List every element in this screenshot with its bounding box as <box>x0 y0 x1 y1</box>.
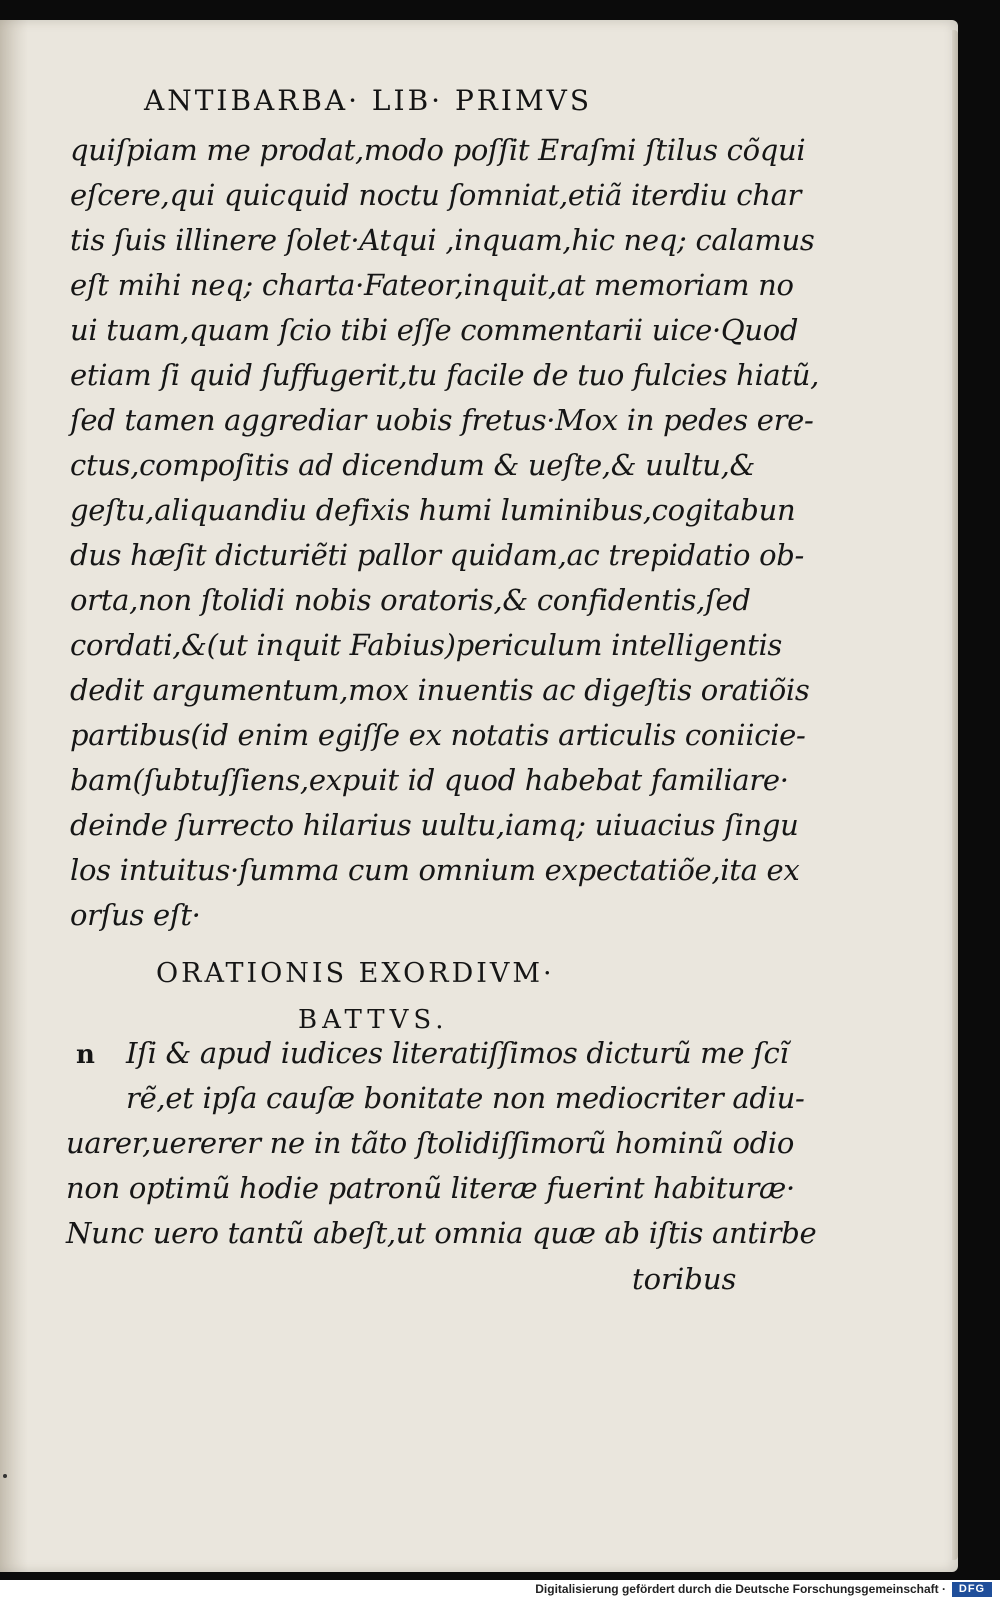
text-line: deinde ſurrecto hilarius uultu,iamq; uiuacius ſingu <box>70 808 799 842</box>
text-line: ui tuam,quam ſcio tibi eſſe commentarii uice·Quod <box>70 313 799 347</box>
page-edge <box>952 30 958 1560</box>
catchword: toribus <box>632 1262 737 1296</box>
binding-shadow <box>0 20 28 1572</box>
speech-line: non optimũ hodie patronũ literæ fuerint habituræ· <box>66 1171 795 1205</box>
text-line: los intuitus·ſumma cum omnium expectatiõe,ita ex <box>70 853 800 887</box>
speaker-name: BATTVS. <box>298 1005 449 1035</box>
text-line: tis ſuis illinere ſolet·Atqui ,inquam,hic neq; calamus <box>70 223 815 257</box>
text-line: cordati,&(ut inquit Fabius)periculum intelligentis <box>70 628 782 662</box>
section-heading: ORATIONIS EXORDIVM· <box>156 958 555 989</box>
dfg-logo: DFG <box>952 1582 992 1597</box>
speech-line: Nunc uero tantũ abeſt,ut omnia quæ ab iſtis antirbe <box>66 1216 817 1250</box>
speech-line: rẽ,et ipſa cauſæ bonitate non mediocriter adiu- <box>126 1081 805 1115</box>
initial-letter-guide: n <box>76 1040 95 1070</box>
text-line: eſcere,qui quicquid noctu ſomniat,etiã iterdiu char <box>70 178 802 212</box>
text-line: orta,non ſtolidi nobis oratoris,& confidentis,ſed <box>70 583 751 617</box>
running-head: ANTIBARBA· LIB· PRIMVS <box>144 84 593 117</box>
text-line: dedit argumentum,mox inuentis ac digeſtis oratiõis <box>70 673 810 707</box>
text-line: orſus eſt· <box>70 898 201 932</box>
text-line: partibus(id enim egiſſe ex notatis articulis coniicie- <box>70 718 806 752</box>
text-line: dus hæſit dicturiẽti pallor quidam,ac trepidatio ob- <box>70 538 804 572</box>
funding-credit: Digitalisierung gefördert durch die Deutsche Forschungsgemeinschaft · <box>535 1582 946 1596</box>
text-line: geſtu,aliquandiu defixis humi luminibus,cogitabun <box>70 493 796 527</box>
paper-speck <box>3 1474 7 1478</box>
text-line: ctus,compoſitis ad dicendum & ueſte,& uultu,& <box>70 448 756 482</box>
text-line: quiſpiam me prodat,modo poſſit Eraſmi ſtilus cõqui <box>70 133 806 167</box>
speech-line: Iſi & apud iudices literatiſſimos dicturũ me ſcĩ <box>126 1036 789 1070</box>
text-line: bam(ſubtuſſiens,expuit id quod habebat familiare· <box>70 763 789 797</box>
text-line: ſed tamen aggrediar uobis fretus·Mox in pedes ere- <box>70 403 814 437</box>
speech-line: uarer,uererer ne in tãto ſtolidiſſimorũ hominũ odio <box>66 1126 794 1160</box>
text-line: eſt mihi neq; charta·Fateor,inquit,at memoriam no <box>70 268 794 302</box>
text-line: etiam ſi quid ſuffugerit,tu facile de tuo fulcies hiatũ, <box>70 358 820 392</box>
